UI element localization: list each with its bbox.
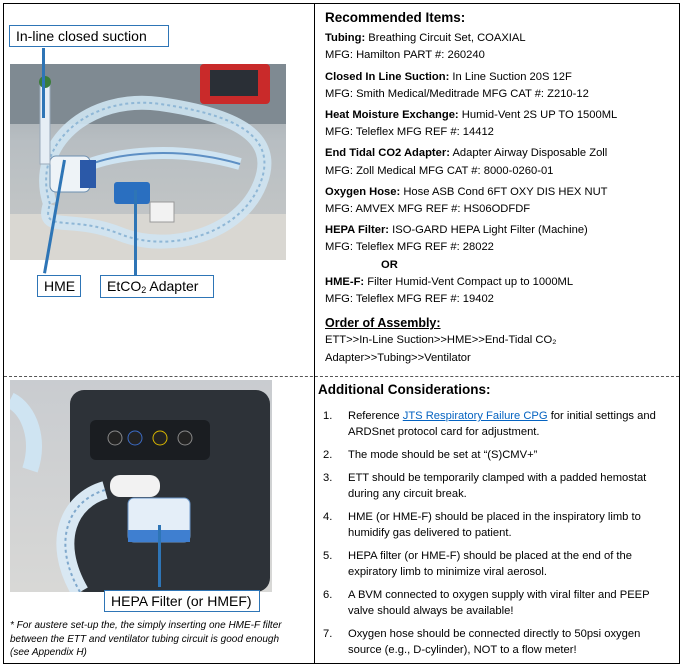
item-hme: Heat Moisture Exchange: Humid-Vent 2S UP TO 1500ML: [325, 109, 618, 122]
list-item: 4. HME (or HME-F) should be placed in the inspiratory limb to humidify gas delivered to patient.: [323, 511, 641, 539]
item-etco2-mfg: MFG: Zoll Medical MFG CAT #: 8000-0260-01: [325, 164, 554, 177]
list-item: 5. HEPA filter (or HME-F) should be placed at the end of the expiratory limb to minimize viral aerosol.: [323, 550, 632, 578]
etco2-callout: EtCO2 Adapter: [100, 275, 214, 298]
item-suction-mfg: MFG: Smith Medical/Meditrade MFG CAT #: Z210-12: [325, 87, 589, 100]
jts-cpg-link[interactable]: JTS Respiratory Failure CPG: [402, 410, 548, 422]
inline-suction-callout: In-line closed suction: [9, 25, 169, 47]
row-divider: [4, 376, 679, 377]
hepa-leader: [158, 525, 161, 587]
item-tubing-mfg: MFG: Hamilton PART #: 260240: [325, 49, 485, 62]
recommended-items-section: [325, 9, 677, 367]
item-oxygen-hose-mfg: MFG: AMVEX MFG REF #: HS06ODFDF: [325, 203, 531, 216]
hme-callout: HME: [37, 275, 81, 297]
item-hmef: HME-F: Filter Humid-Vent Compact up to 1000ML: [325, 275, 574, 288]
list-item: 3. ETT should be temporarily clamped with a padded hemostat during any circuit break.: [323, 472, 647, 500]
list-item: 6. A BVM connected to oxygen supply with viral filter and PEEP valve should always be available!: [323, 589, 650, 617]
list-item: 1. Reference JTS Respiratory Failure CPG for initial settings and ARDSnet protocol card for adjustment.: [323, 410, 656, 438]
item-etco2: End Tidal CO2 Adapter: Adapter Airway Disposable Zoll: [325, 147, 608, 160]
ventilator-photo: [10, 380, 272, 592]
order-title: Order of Assembly:: [325, 316, 441, 331]
item-suction: Closed In Line Suction: In Line Suction 20S 12F: [325, 70, 572, 83]
recommended-title: Recommended Items:: [325, 10, 466, 25]
etco2-leader: [134, 190, 137, 275]
list-item: 7. Oxygen hose should be connected directly to 50psi oxygen source (e.g., D-cylinder), NOT to a flow meter!: [323, 628, 641, 656]
item-tubing: Tubing: Breathing Circuit Set, COAXIAL: [325, 32, 526, 45]
or-label: OR: [381, 258, 398, 271]
item-hme-mfg: MFG: Teleflex MFG REF #: 14412: [325, 126, 494, 139]
inline-suction-leader: [42, 48, 45, 118]
item-hepa-mfg: MFG: Teleflex MFG REF #: 28022: [325, 241, 494, 254]
list-item: 2. The mode should be set at “(S)CMV+”: [323, 449, 538, 461]
hepa-callout: HEPA Filter (or HMEF): [104, 590, 260, 612]
item-oxygen-hose: Oxygen Hose: Hose ASB Cond 6FT OXY DIS HEX NUT: [325, 185, 608, 198]
footnote: * For austere set-up the, the simply inserting one HME-F filter between the ETT and ventilator tubing circuit is good enough (see Appendix H): [10, 620, 282, 658]
column-divider: [314, 4, 315, 663]
item-hepa: HEPA Filter: ISO-GARD HEPA Light Filter (Machine): [325, 224, 588, 237]
order-text: ETT>>In-Line Suction>>HME>>End-Tidal CO₂ Adapter>>Tubing>>Ventilator: [325, 334, 557, 364]
additional-considerations-section: [318, 382, 676, 665]
considerations-title: Additional Considerations:: [318, 382, 491, 397]
item-hmef-mfg: MFG: Teleflex MFG REF #: 19402: [325, 293, 494, 306]
